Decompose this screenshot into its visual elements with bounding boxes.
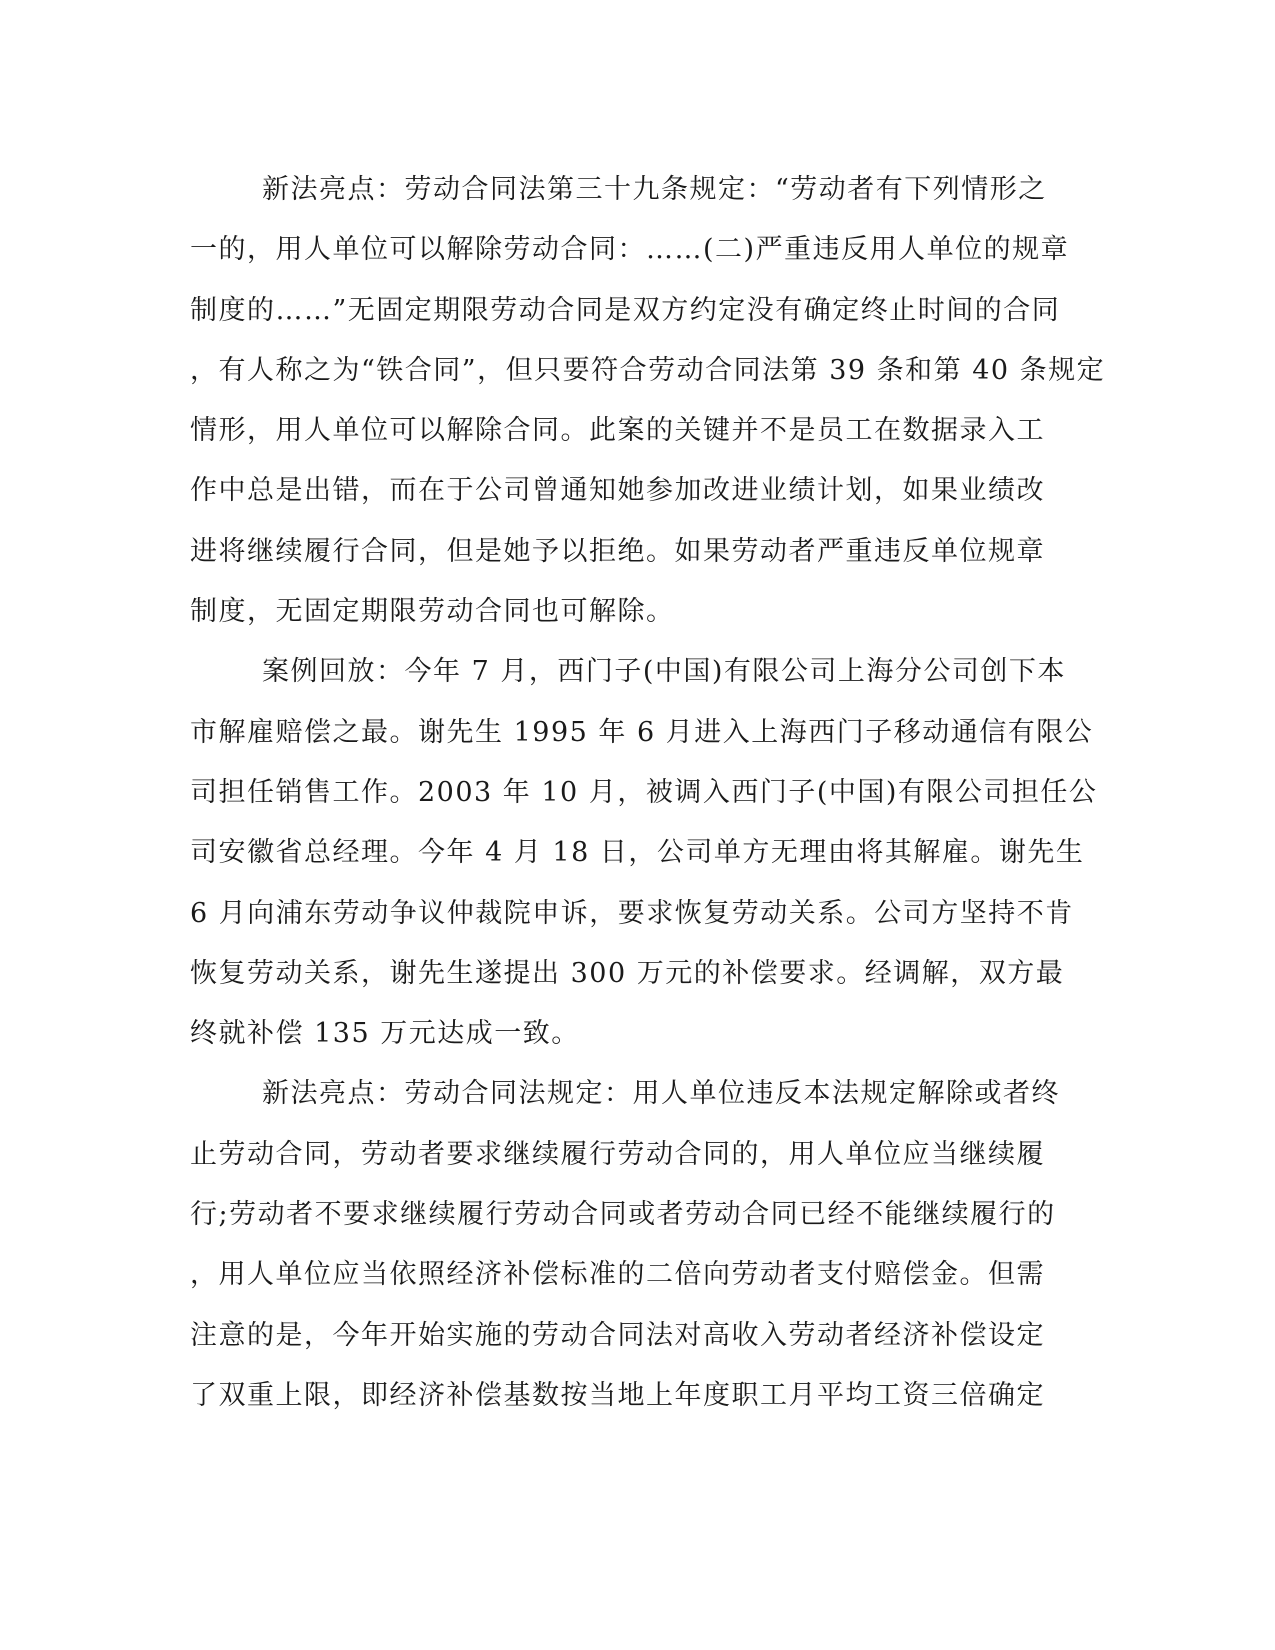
paragraph-new-law-highlight-2	[190, 1064, 1085, 1426]
text-line: 新法亮点：劳动合同法第三十九条规定：“劳动者有下列情形之	[262, 174, 1047, 205]
text-line: 案例回放：今年 7 月，西门子(中国)有限公司上海分公司创下本	[262, 656, 1066, 688]
text-line: 行;劳动者不要求继续履行劳动合同或者劳动合同已经不能继续履行的	[190, 1199, 1056, 1231]
text-line: 6 月向浦东劳动争议仲裁院申诉，要求恢复劳动关系。公司方坚持不肯	[190, 897, 1074, 929]
text-line: ，用人单位应当依照经济补偿标准的二倍向劳动者支付赔偿金。但需	[190, 1259, 1045, 1291]
text-line: 制度，无固定期限劳动合同也可解除。	[190, 596, 675, 628]
document-body	[190, 160, 1106, 1426]
text-line: 司担任销售工作。2003 年 10 月，被调入西门子(中国)有限公司担任公	[190, 776, 1098, 808]
text-line: 作中总是出错，而在于公司曾通知她参加改进业绩计划，如果业绩改	[190, 475, 1045, 507]
text-line: 了双重上限，即经济补偿基数按当地上年度职工月平均工资三倍确定	[190, 1379, 1045, 1411]
paragraph-new-law-highlight-1	[190, 160, 1106, 642]
text-line: 制度的……”无固定期限劳动合同是双方约定没有确定终止时间的合同	[190, 294, 1061, 326]
text-line: 司安徽省总经理。今年 4 月 18 日，公司单方无理由将其解雇。谢先生	[190, 837, 1085, 869]
text-line: 恢复劳动关系，谢先生遂提出 300 万元的补偿要求。经调解，双方最	[190, 957, 1065, 989]
text-line: 终就补偿 135 万元达成一致。	[190, 1018, 580, 1050]
text-line: ，有人称之为“铁合同”，但只要符合劳动合同法第 39 条和第 40 条规定	[190, 354, 1106, 386]
text-line: 止劳动合同，劳动者要求继续履行劳动合同的，用人单位应当继续履	[190, 1138, 1045, 1170]
text-line: 新法亮点：劳动合同法规定：用人单位违反本法规定解除或者终	[262, 1078, 1060, 1110]
text-line: 注意的是，今年开始实施的劳动合同法对高收入劳动者经济补偿设定	[190, 1319, 1045, 1351]
text-line: 市解雇赔偿之最。谢先生 1995 年 6 月进入上海西门子移动通信有限公	[190, 716, 1094, 748]
text-line: 情形，用人单位可以解除合同。此案的关键并不是员工在数据录入工	[190, 415, 1045, 447]
text-line: 进将继续履行合同，但是她予以拒绝。如果劳动者严重违反单位规章	[190, 535, 1045, 567]
text-line: 一的，用人单位可以解除劳动合同：……(二)严重违反用人单位的规章	[190, 234, 1070, 266]
paragraph-case-review	[190, 642, 1098, 1064]
